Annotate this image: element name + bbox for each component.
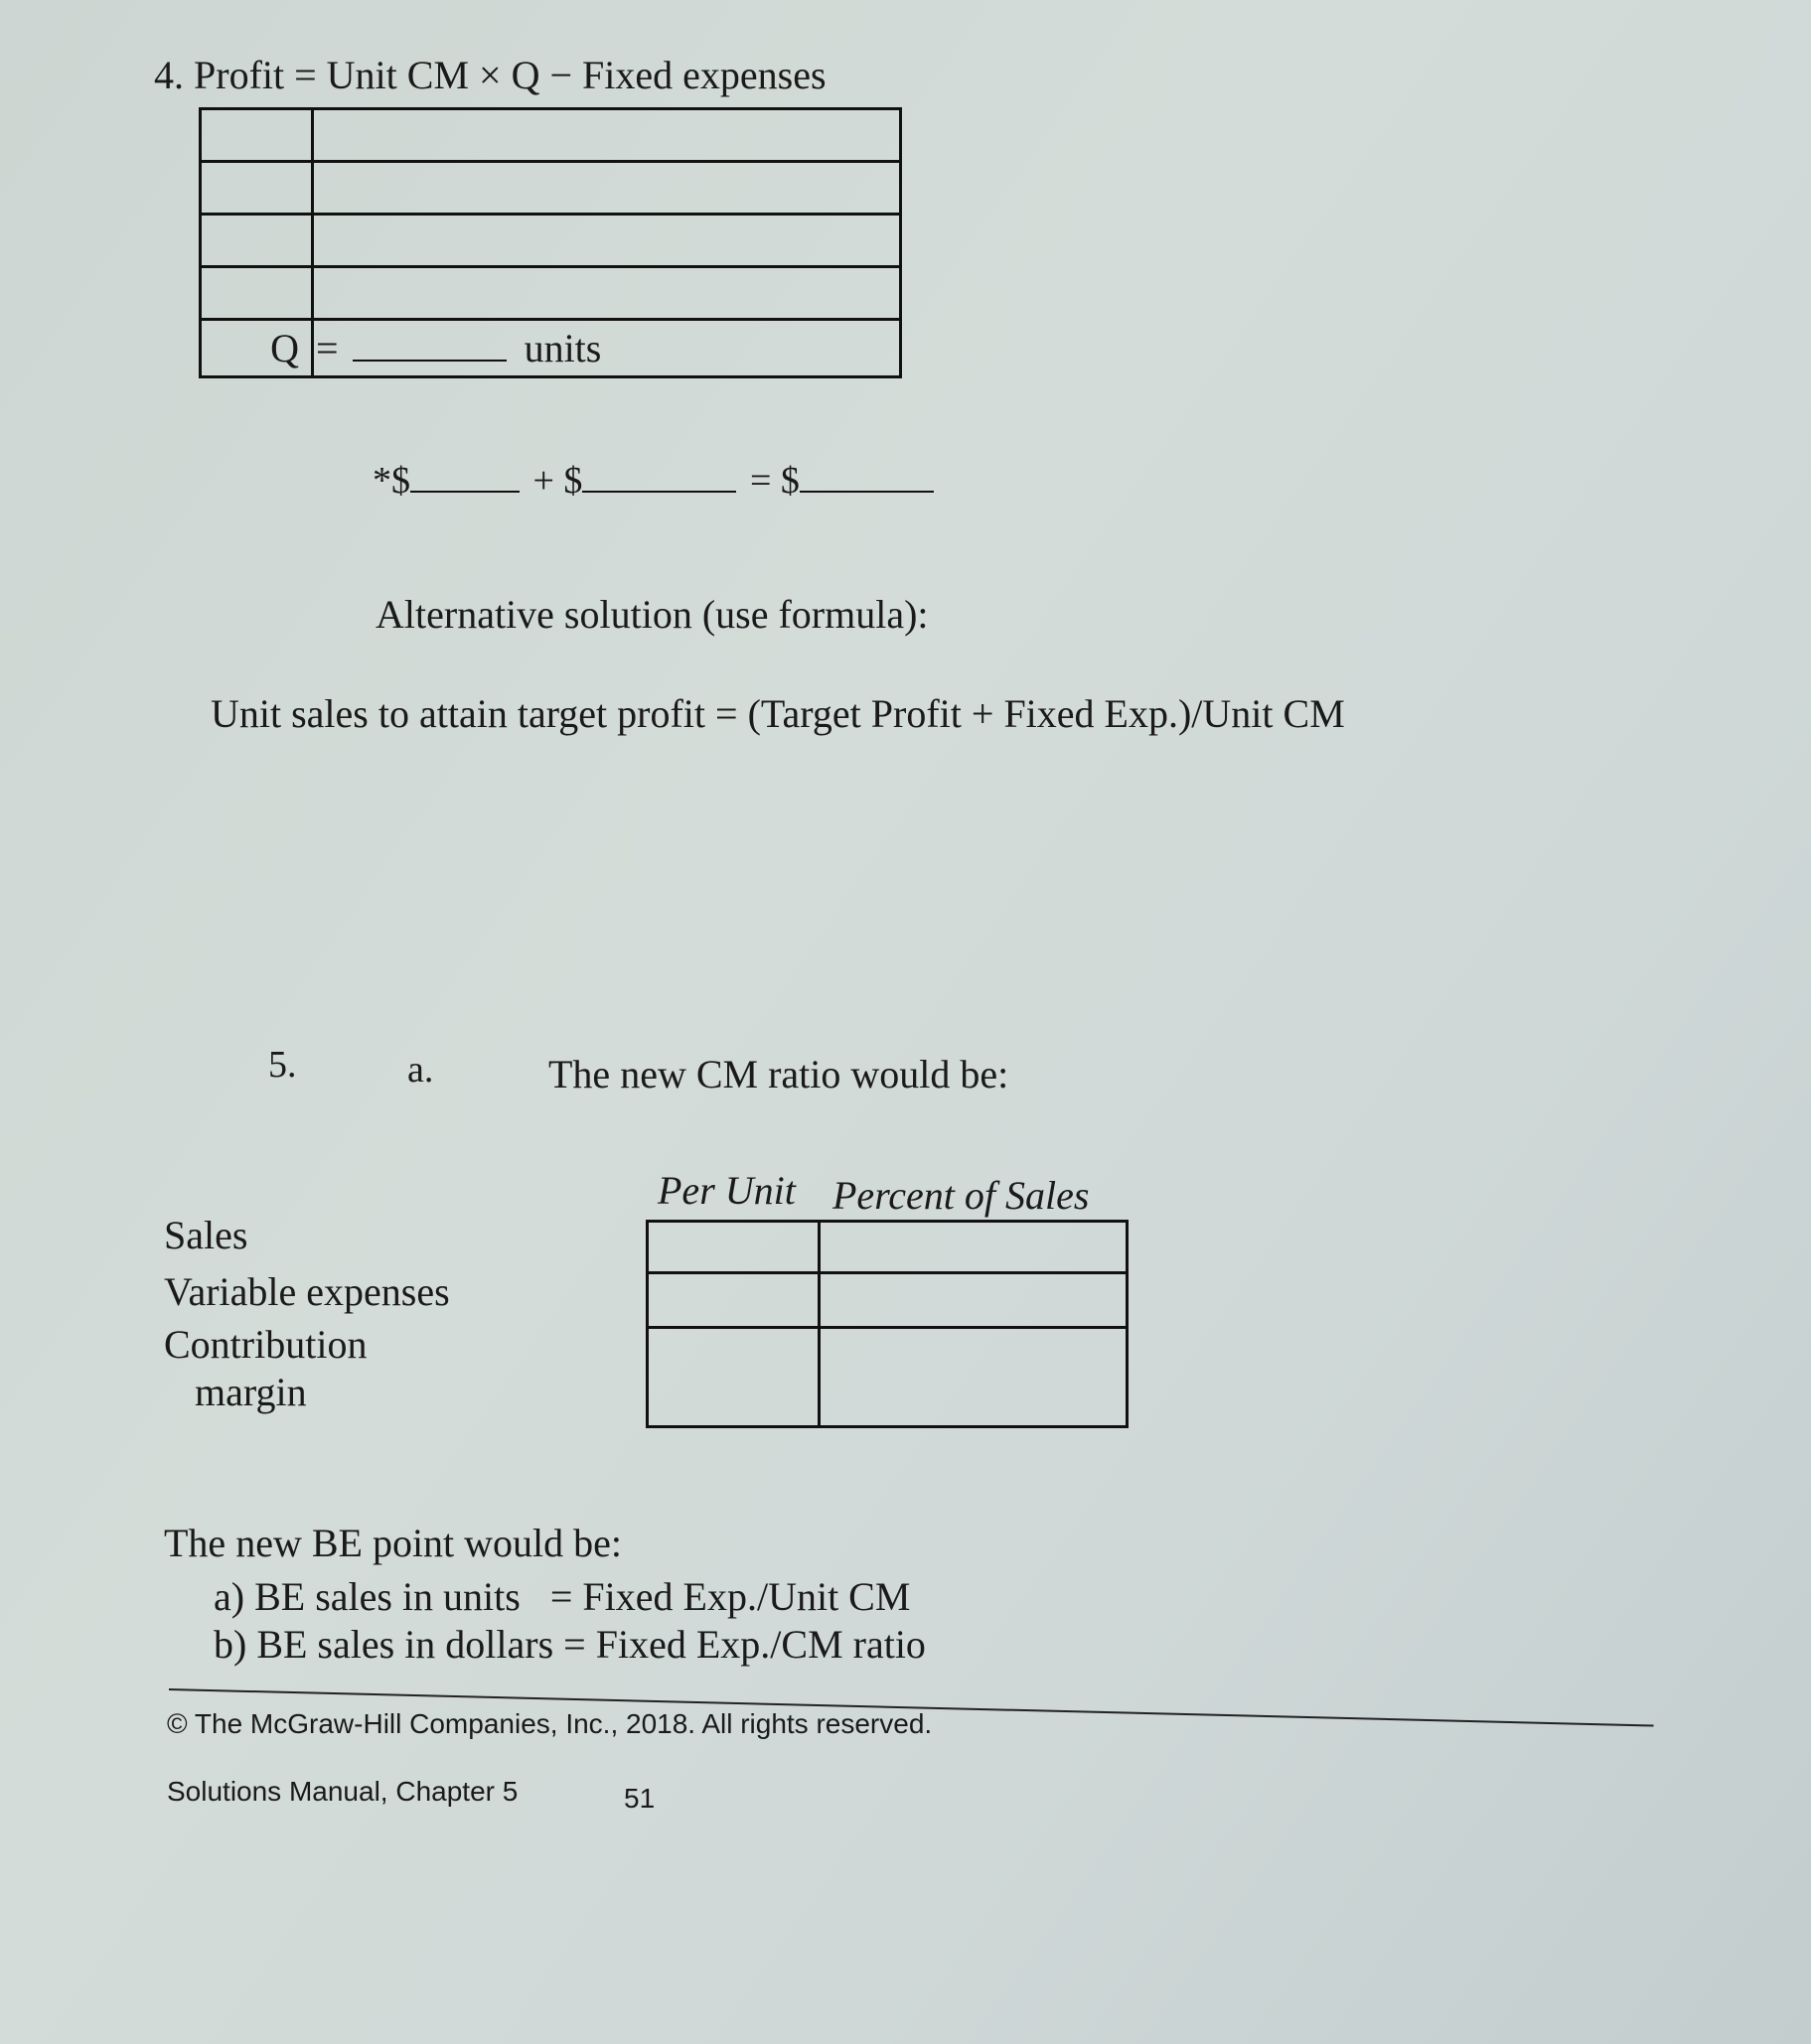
percent-variable-cell[interactable] (820, 1273, 1128, 1328)
alt-solution-formula: Unit sales to attain target profit = (Target Profit + Fixed Exp.)/Unit CM (211, 691, 1345, 736)
q4-answer-table (199, 107, 902, 378)
alt-solution-heading: Alternative solution (use formula): (376, 592, 929, 637)
cm-ratio-table (646, 1220, 1129, 1428)
row-sales: Sales (164, 1213, 248, 1257)
q5-part: a. (407, 1049, 434, 1091)
plus-dollar: + $ (532, 460, 583, 502)
q4-cell[interactable] (313, 109, 901, 162)
q-equals: = (316, 326, 339, 370)
per-unit-variable-cell[interactable] (648, 1273, 820, 1328)
q-label-cell (201, 320, 313, 377)
footer-copyright: © The McGraw-Hill Companies, Inc., 2018. All rights reserved. (167, 1708, 933, 1739)
per-unit-sales-cell[interactable] (648, 1222, 820, 1273)
q-units: units (524, 326, 602, 370)
footer-manual: Solutions Manual, Chapter 5 (167, 1776, 519, 1807)
footer-page-number: 51 (624, 1783, 656, 1814)
equals-dollar: = $ (749, 460, 800, 502)
per-unit-cm-cell[interactable] (648, 1328, 820, 1427)
be-sales-units: a) BE sales in units = Fixed Exp./Unit CM (214, 1574, 911, 1619)
blank-1[interactable] (410, 490, 520, 493)
row-variable-expenses: Variable expenses (164, 1269, 450, 1314)
be-sales-dollars: b) BE sales in dollars = Fixed Exp./CM ratio (214, 1622, 926, 1667)
q-answer-cell (313, 320, 901, 377)
q-label: Q (270, 326, 299, 370)
row-contribution: Contribution (164, 1322, 368, 1367)
q4-cell[interactable] (313, 267, 901, 320)
q4-cell[interactable] (201, 215, 313, 267)
blank-2[interactable] (582, 490, 736, 493)
percent-cm-cell[interactable] (820, 1328, 1128, 1427)
q-answer-blank[interactable] (353, 359, 507, 362)
be-heading: The new BE point would be: (164, 1521, 623, 1565)
q4-cell[interactable] (201, 162, 313, 215)
col-per-unit: Per Unit (658, 1168, 796, 1213)
q5-number: 5. (268, 1044, 297, 1086)
q4-heading: 4. Profit = Unit CM × Q − Fixed expenses (154, 53, 827, 97)
q4-cell[interactable] (201, 267, 313, 320)
star-dollar: *$ (373, 460, 410, 502)
q5-prompt: The new CM ratio would be: (548, 1052, 1009, 1096)
percent-sales-cell[interactable] (820, 1222, 1128, 1273)
q4-cell[interactable] (201, 109, 313, 162)
q4-cell[interactable] (313, 215, 901, 267)
blank-3[interactable] (800, 490, 934, 493)
col-percent-of-sales: Percent of Sales (832, 1173, 1090, 1218)
dollar-equation-line (373, 459, 934, 503)
q4-cell[interactable] (313, 162, 901, 215)
row-margin: margin (195, 1370, 307, 1414)
